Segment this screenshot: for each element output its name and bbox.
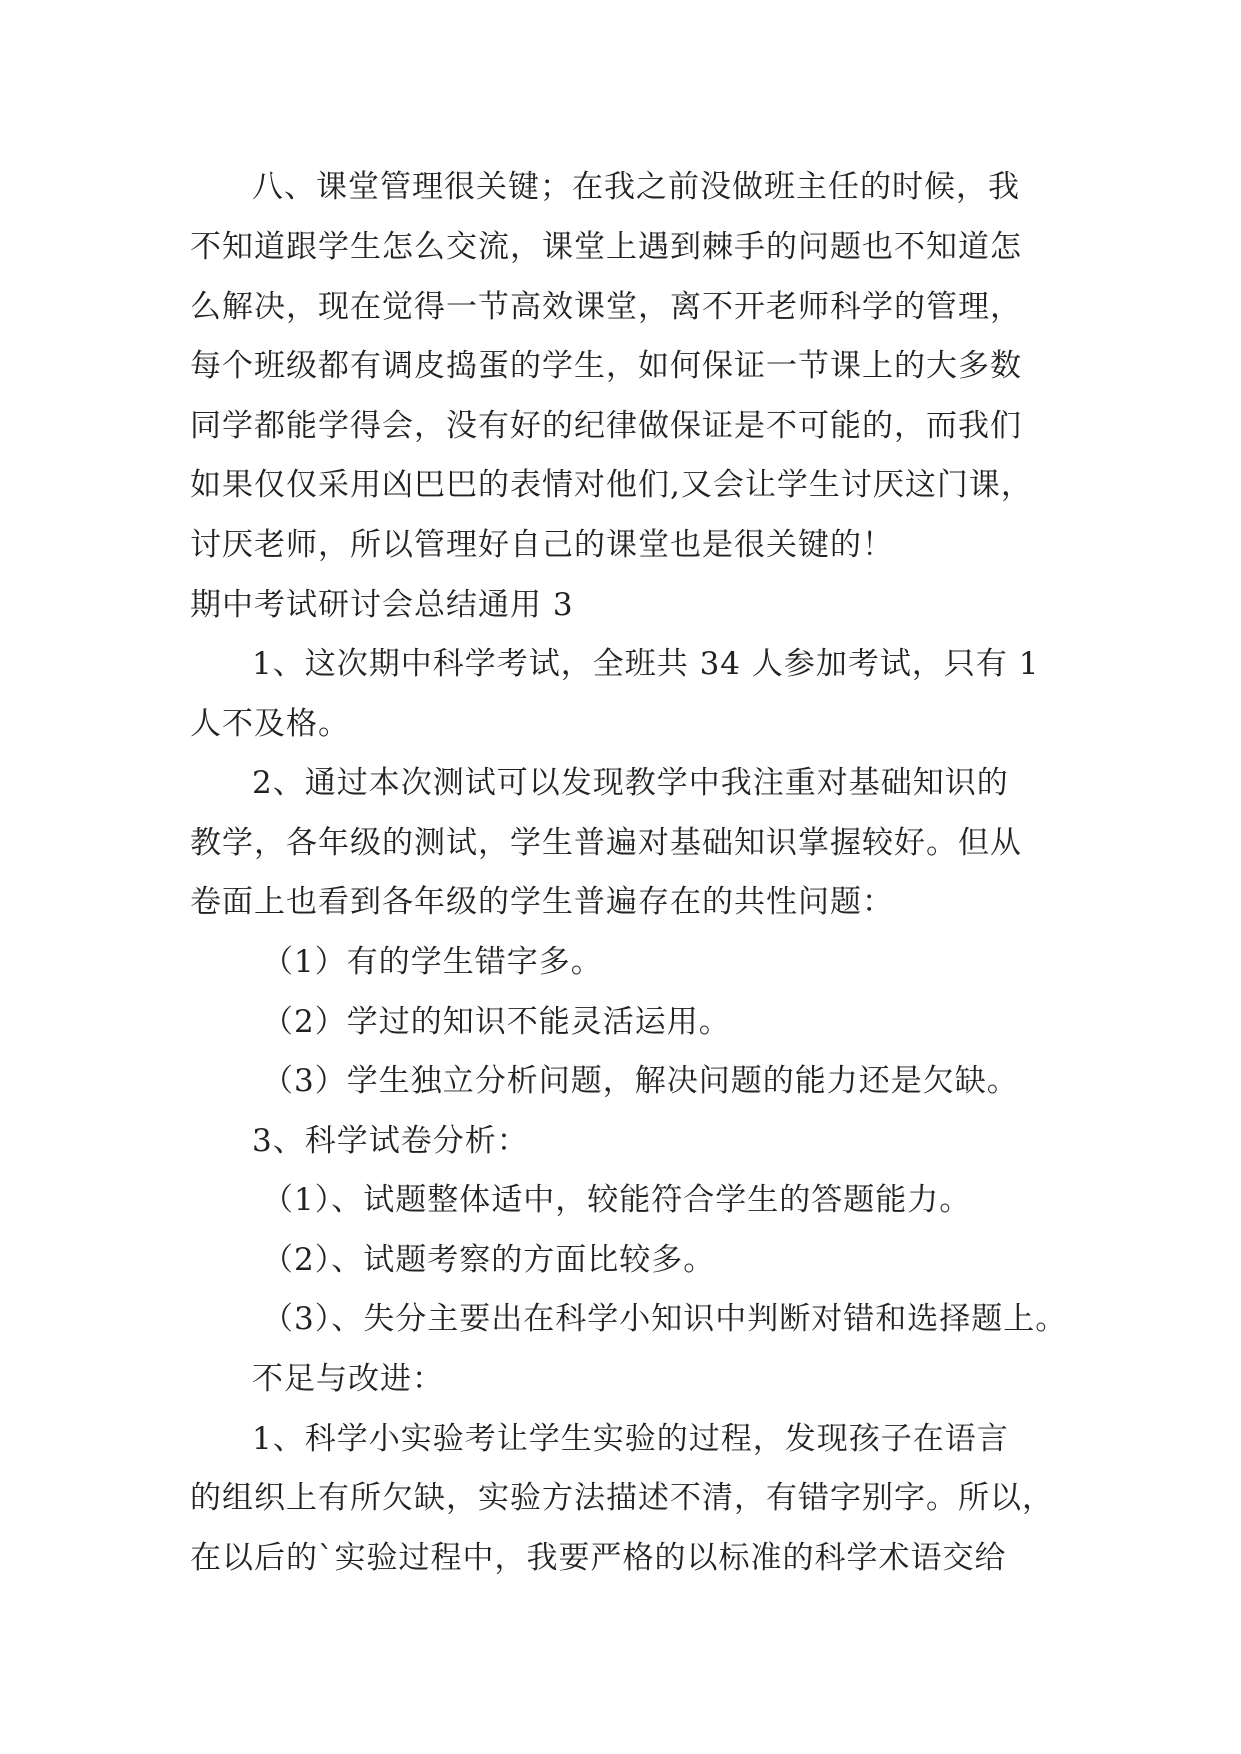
paragraph-line: 不知道跟学生怎么交流，课堂上遇到棘手的问题也不知道怎 — [190, 229, 1022, 265]
paragraph-line: 1、这次期中科学考试，全班共 34 人参加考试，只有 1 — [252, 646, 1040, 682]
list-item: （3）、失分主要出在科学小知识中判断对错和选择题上。 — [262, 1301, 1068, 1337]
paragraph-line: 么解决，现在觉得一节高效课堂，离不开老师科学的管理， — [190, 289, 1022, 325]
paragraph-line: 2、通过本次测试可以发现教学中我注重对基础知识的 — [252, 765, 1009, 801]
paragraph-line: 不足与改进： — [252, 1361, 444, 1397]
list-item: （2）、试题考察的方面比较多。 — [262, 1242, 716, 1278]
paragraph-line: 在以后的`实验过程中，我要严格的以标准的科学术语交给 — [190, 1540, 1007, 1576]
paragraph-line: 教学，各年级的测试，学生普遍对基础知识掌握较好。但从 — [190, 825, 1022, 861]
paragraph-line: 1、科学小实验考让学生实验的过程，发现孩子在语言 — [252, 1421, 1009, 1457]
paragraph-line: 八、课堂管理很关键；在我之前没做班主任的时候，我 — [252, 169, 1020, 205]
paragraph-line: 卷面上也看到各年级的学生普遍存在的共性问题： — [190, 884, 894, 920]
section-heading: 期中考试研讨会总结通用 3 — [190, 587, 574, 623]
paragraph-line: 讨厌老师，所以管理好自己的课堂也是很关键的！ — [190, 527, 894, 563]
paragraph-line: 3、科学试卷分析： — [252, 1123, 529, 1159]
paragraph-line: 的组织上有所欠缺，实验方法描述不清，有错字别字。所以， — [190, 1480, 1054, 1516]
list-item: （2）学过的知识不能灵活运用。 — [262, 1004, 731, 1040]
list-item: （1）有的学生错字多。 — [262, 944, 603, 980]
paragraph-line: 同学都能学得会，没有好的纪律做保证是不可能的，而我们 — [190, 408, 1022, 444]
list-item: （3）学生独立分析问题，解决问题的能力还是欠缺。 — [262, 1063, 1019, 1099]
paragraph-line: 每个班级都有调皮捣蛋的学生，如何保证一节课上的大多数 — [190, 348, 1022, 384]
paragraph-line: 如果仅仅采用凶巴巴的表情对他们,又会让学生讨厌这门课， — [190, 467, 1033, 503]
paragraph-line: 人不及格。 — [190, 706, 350, 742]
list-item: （1）、试题整体适中，较能符合学生的答题能力。 — [262, 1182, 972, 1218]
